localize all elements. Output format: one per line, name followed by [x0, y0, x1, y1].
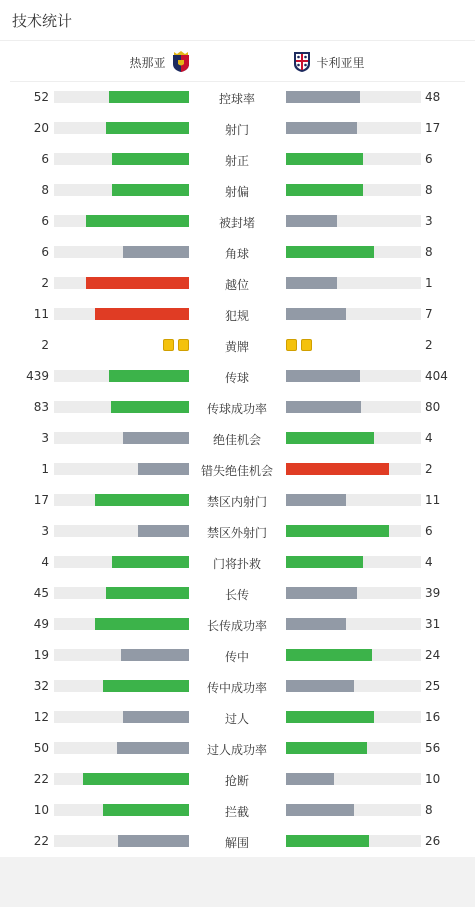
away-bar-track — [286, 308, 421, 320]
home-bar-fill — [109, 370, 189, 382]
stat-label: 犯规 — [224, 309, 249, 323]
stat-row — [0, 577, 475, 608]
home-value: 3 — [41, 431, 49, 445]
away-bar-track — [286, 401, 421, 413]
stat-label: 门将扑救 — [212, 557, 261, 571]
home-bar-fill — [118, 835, 189, 847]
stat-label: 传球成功率 — [206, 402, 267, 416]
stat-label: 传球 — [224, 371, 249, 385]
away-value: 4 — [425, 555, 433, 569]
away-value: 48 — [425, 90, 441, 104]
stat-row — [0, 639, 475, 670]
away-bar-fill — [286, 494, 346, 506]
stat-label: 禁区内射门 — [206, 495, 267, 509]
stat-row — [0, 360, 475, 391]
stat-row — [0, 391, 475, 422]
away-value: 11 — [425, 493, 441, 507]
away-bar-track — [286, 711, 421, 723]
away-bar-fill — [286, 804, 354, 816]
away-bar-track — [286, 370, 421, 382]
cagliari-crest-icon — [293, 51, 311, 73]
home-value: 32 — [33, 679, 49, 693]
away-bar-track — [286, 618, 421, 630]
stat-label: 拦截 — [224, 805, 249, 819]
home-bar-fill — [121, 649, 189, 661]
away-value: 24 — [425, 648, 441, 662]
home-bar-track — [54, 308, 189, 320]
away-bar-track — [286, 525, 421, 537]
stat-row — [0, 453, 475, 484]
away-value: 8 — [425, 245, 433, 259]
away-value: 17 — [425, 121, 441, 135]
home-value: 3 — [41, 524, 49, 538]
footer-area — [0, 857, 475, 907]
home-bar-track — [54, 525, 189, 537]
away-value: 4 — [425, 431, 433, 445]
home-value: 2 — [41, 276, 49, 290]
home-bar-track — [54, 122, 189, 134]
away-bar-fill — [286, 246, 374, 258]
away-bar-fill — [286, 618, 346, 630]
away-bar-fill — [286, 401, 361, 413]
away-value: 1 — [425, 276, 433, 290]
stat-row — [0, 422, 475, 453]
home-value: 1 — [41, 462, 49, 476]
home-bar-track — [54, 246, 189, 258]
home-bar-fill — [112, 556, 189, 568]
away-bar-track — [286, 804, 421, 816]
genoa-crest-icon — [172, 51, 190, 73]
home-bar-track — [54, 649, 189, 661]
away-bar-track — [286, 432, 421, 444]
stat-row — [0, 546, 475, 577]
away-bar-track — [286, 587, 421, 599]
away-bar-track — [286, 494, 421, 506]
stat-row — [0, 329, 475, 360]
home-value: 10 — [33, 803, 49, 817]
stat-label: 越位 — [224, 278, 249, 292]
home-bar-track — [54, 494, 189, 506]
stat-row — [0, 701, 475, 732]
home-bar-track — [54, 153, 189, 165]
away-bar-fill — [286, 184, 363, 196]
home-value: 11 — [33, 307, 49, 321]
home-value: 4 — [41, 555, 49, 569]
away-bar-fill — [286, 370, 360, 382]
away-team[interactable] — [293, 51, 365, 73]
away-value: 2 — [425, 338, 433, 352]
away-bar-fill — [286, 649, 372, 661]
home-bar-track — [54, 556, 189, 568]
stat-row — [0, 112, 475, 143]
home-bar-track — [54, 742, 189, 754]
home-bar-fill — [86, 215, 189, 227]
away-value: 2 — [425, 462, 433, 476]
away-value: 8 — [425, 803, 433, 817]
stat-label: 长传 — [224, 588, 249, 602]
home-bar-track — [54, 773, 189, 785]
home-bar-fill — [83, 773, 189, 785]
home-bar-fill — [106, 587, 189, 599]
home-bar-fill — [95, 308, 189, 320]
stat-label: 角球 — [224, 247, 249, 261]
away-bar-fill — [286, 215, 337, 227]
home-value: 19 — [33, 648, 49, 662]
stats-list — [0, 81, 475, 856]
away-bar-track — [286, 773, 421, 785]
stat-label: 射偏 — [224, 185, 249, 199]
away-bar-track — [286, 742, 421, 754]
away-bar-track — [286, 556, 421, 568]
away-value: 7 — [425, 307, 433, 321]
away-bar-track — [286, 463, 421, 475]
stat-row — [0, 825, 475, 856]
stat-label: 错失绝佳机会 — [200, 464, 273, 478]
away-bar-fill — [286, 556, 363, 568]
away-bar-fill — [286, 153, 363, 165]
home-bar-fill — [112, 153, 189, 165]
home-bar-track — [54, 587, 189, 599]
home-bar-fill — [123, 711, 189, 723]
away-bar-fill — [286, 463, 389, 475]
stat-row — [0, 484, 475, 515]
stat-row — [0, 143, 475, 174]
yellow-card-icon — [178, 339, 189, 351]
home-bar-track — [54, 711, 189, 723]
stat-row — [0, 763, 475, 794]
away-team-name: 卡利亚里 — [316, 55, 365, 70]
teams-header — [10, 41, 465, 82]
away-value: 25 — [425, 679, 441, 693]
home-bar-track — [54, 680, 189, 692]
away-value: 6 — [425, 524, 433, 538]
home-bar-fill — [95, 618, 189, 630]
stat-label: 射正 — [224, 154, 249, 168]
home-value: 6 — [41, 214, 49, 228]
home-value: 8 — [41, 183, 49, 197]
home-value: 6 — [41, 245, 49, 259]
away-bar-fill — [286, 525, 389, 537]
away-value: 39 — [425, 586, 441, 600]
away-bar-fill — [286, 432, 374, 444]
stat-label: 过人 — [224, 712, 249, 726]
home-bar-fill — [103, 680, 189, 692]
stat-label: 禁区外射门 — [206, 526, 267, 540]
home-value: 6 — [41, 152, 49, 166]
away-bar-fill — [286, 835, 369, 847]
away-bar-track — [286, 91, 421, 103]
away-value: 56 — [425, 741, 441, 755]
stat-label: 长传成功率 — [206, 619, 267, 633]
home-bar-fill — [106, 122, 189, 134]
away-value: 26 — [425, 834, 441, 848]
stat-row — [0, 236, 475, 267]
home-value: 52 — [33, 90, 49, 104]
away-value: 10 — [425, 772, 441, 786]
stat-row — [0, 670, 475, 701]
home-bar-fill — [112, 184, 189, 196]
home-bar-track — [54, 432, 189, 444]
away-bar-track — [286, 680, 421, 692]
away-value: 8 — [425, 183, 433, 197]
away-bar-track — [286, 835, 421, 847]
away-bar-fill — [286, 91, 360, 103]
stat-row — [0, 515, 475, 546]
away-bar-fill — [286, 587, 357, 599]
stat-row — [0, 174, 475, 205]
stat-row — [0, 732, 475, 763]
home-bar-fill — [111, 401, 189, 413]
away-bar-fill — [286, 742, 367, 754]
away-value: 6 — [425, 152, 433, 166]
home-bar-track — [54, 91, 189, 103]
away-bar-track — [286, 649, 421, 661]
stat-label: 传中成功率 — [206, 681, 267, 695]
home-value: 20 — [33, 121, 49, 135]
home-bar-track — [54, 184, 189, 196]
stat-label: 黄牌 — [224, 340, 249, 354]
home-bar-fill — [109, 91, 189, 103]
home-value: 2 — [41, 338, 49, 352]
home-value: 49 — [33, 617, 49, 631]
away-bar-fill — [286, 711, 374, 723]
away-bar-track — [286, 277, 421, 289]
away-bar-fill — [286, 122, 357, 134]
home-value: 439 — [26, 369, 49, 383]
stat-label: 传中 — [224, 650, 249, 664]
stat-row — [0, 81, 475, 112]
stat-row — [0, 298, 475, 329]
away-bar-track — [286, 184, 421, 196]
away-value: 404 — [425, 369, 448, 383]
home-bar-track — [54, 618, 189, 630]
away-bar-fill — [286, 308, 346, 320]
home-bar-fill — [138, 525, 189, 537]
home-bar-track — [54, 463, 189, 475]
home-bar-fill — [123, 432, 189, 444]
home-bar-fill — [95, 494, 189, 506]
stat-row — [0, 205, 475, 236]
home-team-name: 热那亚 — [129, 55, 166, 70]
away-value: 31 — [425, 617, 441, 631]
home-value: 12 — [33, 710, 49, 724]
home-bar-track — [54, 835, 189, 847]
away-value: 16 — [425, 710, 441, 724]
home-value: 22 — [33, 834, 49, 848]
home-value: 22 — [33, 772, 49, 786]
home-bar-fill — [117, 742, 189, 754]
header — [0, 0, 475, 41]
yellow-card-icon — [286, 339, 297, 351]
away-bar-track — [286, 215, 421, 227]
home-bar-track — [54, 401, 189, 413]
home-value: 17 — [33, 493, 49, 507]
away-bar-track — [286, 122, 421, 134]
away-bar-fill — [286, 680, 354, 692]
yellow-card-icon — [301, 339, 312, 351]
home-value: 45 — [33, 586, 49, 600]
home-team[interactable] — [129, 51, 189, 73]
away-bar-fill — [286, 773, 334, 785]
stat-label: 过人成功率 — [206, 743, 267, 757]
stat-row — [0, 608, 475, 639]
stat-label: 绝佳机会 — [212, 433, 261, 447]
yellow-card-icon — [163, 339, 174, 351]
home-bar-track — [54, 277, 189, 289]
home-bar-track — [54, 370, 189, 382]
home-bar-fill — [138, 463, 189, 475]
home-bar-fill — [86, 277, 189, 289]
home-value: 83 — [33, 400, 49, 414]
page-title: 技术统计 — [12, 12, 73, 30]
away-value: 80 — [425, 400, 441, 414]
stat-label: 解围 — [224, 836, 249, 850]
stat-label: 控球率 — [218, 92, 255, 106]
stat-label: 射门 — [224, 123, 249, 137]
home-bar-track — [54, 215, 189, 227]
home-bar-fill — [123, 246, 189, 258]
away-value: 3 — [425, 214, 433, 228]
away-bar-track — [286, 153, 421, 165]
home-bar-track — [54, 804, 189, 816]
home-bar-fill — [103, 804, 189, 816]
stat-row — [0, 267, 475, 298]
stat-row — [0, 794, 475, 825]
away-bar-track — [286, 246, 421, 258]
stat-label: 被封堵 — [218, 216, 255, 230]
stat-label: 抢断 — [224, 774, 249, 788]
home-value: 50 — [33, 741, 49, 755]
away-bar-fill — [286, 277, 337, 289]
